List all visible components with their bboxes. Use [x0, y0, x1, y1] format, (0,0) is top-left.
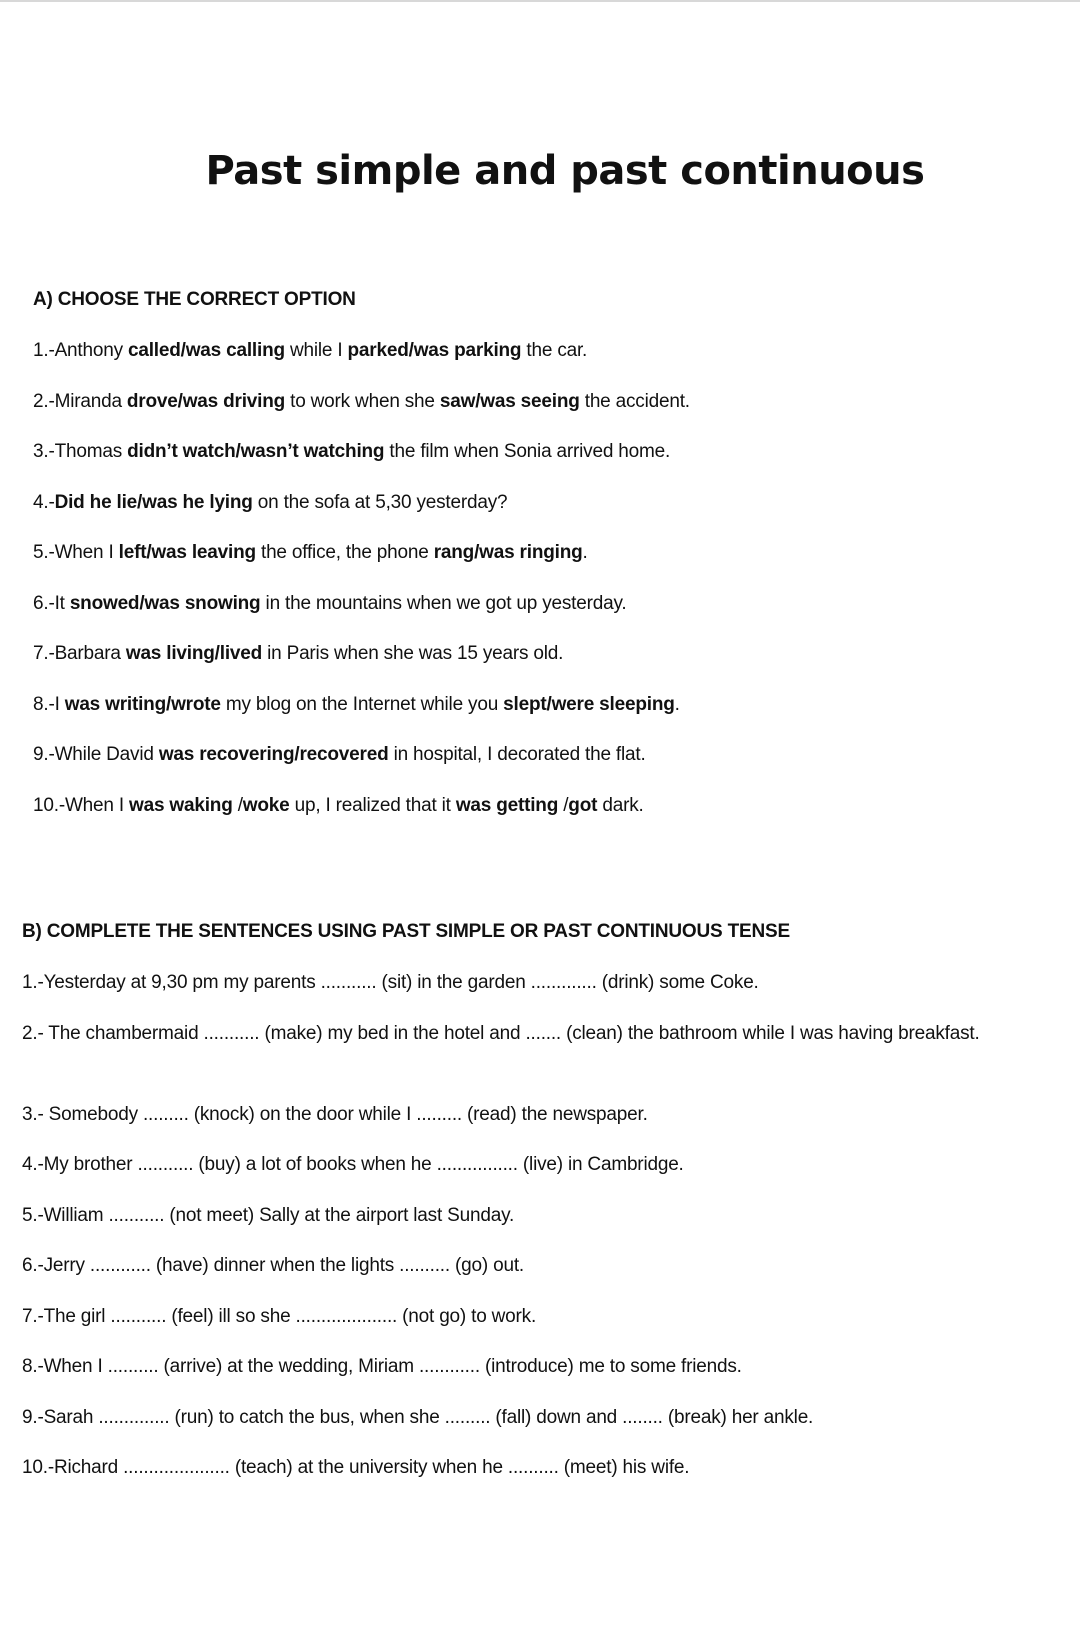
sentence-text: the film when Sonia arrived home.: [384, 441, 671, 462]
exercise-b-item-10: 10.-Richard ..................... (teach) at the university when he .......... (meet) his wife.: [22, 1457, 690, 1478]
sentence-text: up, I realized that it: [289, 794, 456, 816]
exercise-b-item-3: 3.- Somebody ......... (knock) on the door while I ......... (read) the newspaper.: [22, 1104, 648, 1125]
sentence-text: my blog on the Internet while you: [220, 693, 504, 715]
sentence-text: in hospital, I decorated the flat.: [388, 744, 646, 765]
sentence-text: 1.-Anthony: [33, 340, 128, 361]
exercise-b-item-9: 9.-Sarah .............. (run) to catch the bus, when she ......... (fall) down and ........ (break) her ankle.: [22, 1407, 814, 1428]
option-choice: woke: [242, 794, 290, 816]
top-border: [0, 0, 1080, 2]
exercise-b-item-8: 8.-When I .......... (arrive) at the wedding, Miriam ............ (introduce) me to some friends.: [22, 1356, 742, 1377]
option-choice: was recovering/recovered: [158, 744, 389, 765]
sentence-text: 4.-: [33, 491, 55, 513]
exercise-a-item-9: [33, 740, 646, 770]
exercise-a-item-7: [33, 639, 563, 669]
option-choice: saw/was seeing: [439, 390, 580, 412]
sentence-text: 10.-When I: [33, 794, 130, 816]
exercise-b-item-7: 7.-The girl ........... (feel) ill so she .................... (not go) to work.: [22, 1306, 537, 1327]
option-choice: was getting: [455, 794, 564, 816]
option-choice: rang/was ringing: [433, 542, 583, 563]
sentence-text: the accident.: [579, 390, 690, 412]
exercise-b-item-6: 6.-Jerry ............ (have) dinner when the lights .......... (go) out.: [22, 1255, 524, 1276]
exercise-b-item-4: 4.-My brother ........... (buy) a lot of books when he ................ (live) in Cambridge.: [22, 1154, 684, 1175]
option-choice: didn’t watch/wasn’t watching: [127, 441, 385, 462]
option-choice: called/was calling: [127, 340, 285, 361]
option-choice: was writing/wrote: [64, 693, 221, 715]
sentence-text: the office, the phone: [255, 542, 434, 563]
sentence-text: on the sofa at 5,30 yesterday?: [252, 491, 508, 513]
sentence-text: .: [582, 542, 588, 563]
option-choice: was waking: [129, 794, 238, 816]
sentence-text: dark.: [597, 794, 644, 816]
option-choice: slept/were sleeping: [503, 693, 675, 715]
exercise-b-item-2: 2.- The chambermaid ........... (make) my bed in the hotel and ....... (clean) the bathroom while I was having breakfast.: [22, 1023, 980, 1044]
option-choice: parked/was parking: [347, 340, 522, 361]
exercise-a-item-6: [33, 589, 626, 619]
exercise-a-item-1: [33, 336, 587, 366]
option-choice: was living/lived: [125, 643, 263, 664]
sentence-text: 9.-While David: [33, 744, 159, 765]
sentence-text: in Paris when she was 15 years old.: [262, 643, 564, 664]
sentence-text: 8.-I: [33, 693, 65, 715]
sentence-text: in the mountains when we got up yesterday.: [260, 592, 627, 614]
option-choice: left/was leaving: [118, 542, 256, 563]
sentence-text: the car.: [521, 340, 588, 361]
section-b-heading: B) COMPLETE THE SENTENCES USING PAST SIMPLE OR PAST CONTINUOUS TENSE: [22, 921, 790, 942]
exercise-b-item-1: 1.-Yesterday at 9,30 pm my parents ........... (sit) in the garden ............. (drink) some Coke.: [22, 972, 759, 993]
sentence-text: .: [674, 693, 680, 715]
sentence-text: 3.-Thomas: [33, 441, 128, 462]
exercise-a-item-8: [33, 690, 680, 720]
option-choice: drove/was driving: [126, 390, 286, 412]
exercise-b-item-5: 5.-William ........... (not meet) Sally at the airport last Sunday.: [22, 1205, 515, 1226]
sentence-text: 5.-When I: [33, 542, 119, 563]
option-choice: snowed/was snowing: [69, 592, 261, 614]
sentence-text: 7.-Barbara: [33, 643, 126, 664]
exercise-a-item-4: [33, 488, 507, 518]
sentence-text: to work when she: [285, 390, 440, 412]
page-title: Past simple and past continuous: [205, 148, 925, 194]
sentence-text: 2.-Miranda: [33, 390, 127, 412]
sentence-text: 6.-It: [33, 592, 70, 614]
sentence-text: /: [237, 794, 243, 816]
sentence-text: while I: [284, 340, 348, 361]
exercise-a-item-2: [33, 387, 690, 417]
option-choice: Did he lie/was he lying: [54, 491, 253, 513]
section-a-heading: A) CHOOSE THE CORRECT OPTION: [33, 289, 356, 310]
option-choice: got: [568, 794, 598, 816]
exercise-a-item-10: [33, 791, 644, 821]
exercise-a-item-5: [33, 538, 588, 568]
exercise-a-item-3: [33, 437, 670, 467]
sentence-text: /: [563, 794, 569, 816]
